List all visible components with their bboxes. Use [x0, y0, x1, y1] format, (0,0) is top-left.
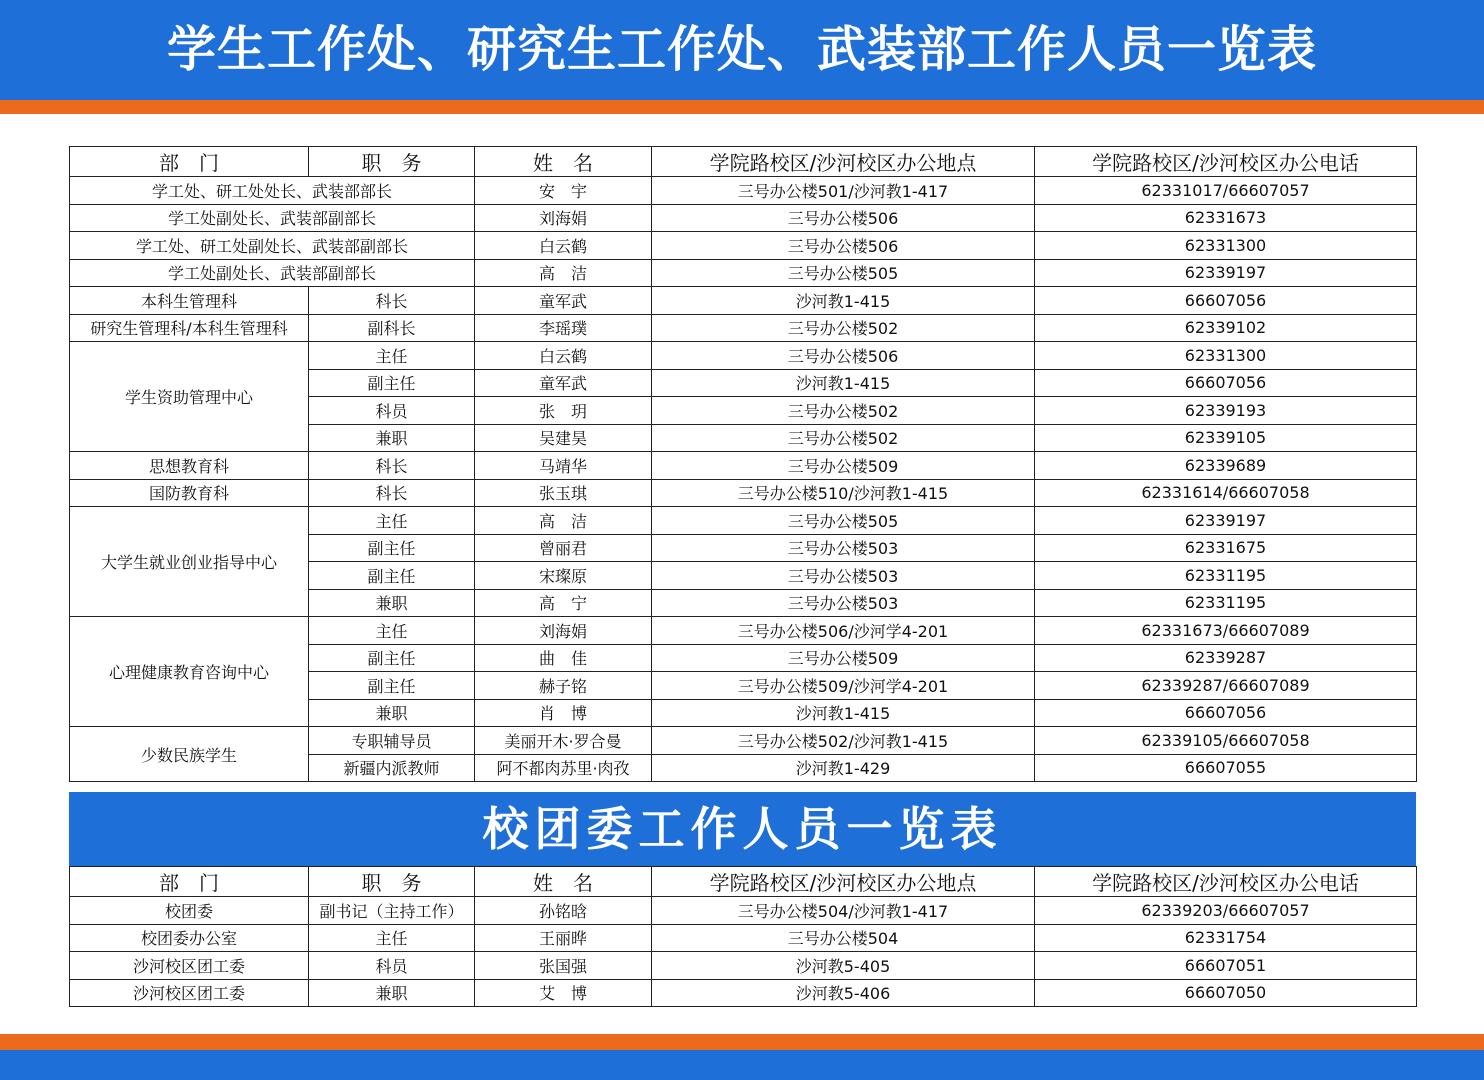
cell-position: 专职辅导员: [309, 727, 475, 755]
cell-name: 高 洁: [475, 507, 652, 535]
cell-dept: 大学生就业创业指导中心: [70, 507, 309, 617]
cell-office: 沙河教5-406: [652, 979, 1035, 1007]
cell-phone: 62331300: [1035, 342, 1417, 370]
cell-dept: 研究生管理科/本科生管理科: [70, 314, 309, 342]
table-row: [70, 204, 1417, 232]
table-row: [70, 617, 1417, 645]
cell-dept: 学工处、研工处副处长、武装部副部长: [70, 232, 475, 260]
cell-name: 高 洁: [475, 259, 652, 287]
cell-phone: 62339197: [1035, 259, 1417, 287]
cell-name: 刘海娟: [475, 617, 652, 645]
table-header-row: [70, 147, 1417, 177]
cell-office: 三号办公楼506: [652, 204, 1035, 232]
table-row: [70, 259, 1417, 287]
cell-name: 曾丽君: [475, 534, 652, 562]
cell-phone: 66607051: [1035, 952, 1417, 980]
header-office: 学院路校区/沙河校区办公地点: [652, 867, 1035, 897]
cell-dept: 心理健康教育咨询中心: [70, 617, 309, 727]
cell-name: 李瑶璞: [475, 314, 652, 342]
cell-dept: 校团委办公室: [70, 924, 309, 952]
table-row: [70, 314, 1417, 342]
header-name: 姓 名: [475, 867, 652, 897]
cell-position: 副科长: [309, 314, 475, 342]
cell-name: 肖 博: [475, 699, 652, 727]
cell-name: 刘海娟: [475, 204, 652, 232]
cell-office: 三号办公楼502: [652, 424, 1035, 452]
header-phone: 学院路校区/沙河校区办公电话: [1035, 147, 1417, 177]
cell-position: 主任: [309, 507, 475, 535]
cell-position: 副主任: [309, 672, 475, 700]
cell-position: 兼职: [309, 699, 475, 727]
table-row: [70, 897, 1417, 925]
cell-phone: 62331195: [1035, 589, 1417, 617]
table-row: [70, 287, 1417, 315]
cell-position: 主任: [309, 342, 475, 370]
table-row: [70, 507, 1417, 535]
cell-name: 阿不都肉苏里·肉孜: [475, 754, 652, 782]
cell-office: 三号办公楼502/沙河教1-415: [652, 727, 1035, 755]
header-phone: 学院路校区/沙河校区办公电话: [1035, 867, 1417, 897]
cell-office: 三号办公楼504/沙河教1-417: [652, 897, 1035, 925]
cell-name: 安 宇: [475, 177, 652, 205]
cell-dept: 学生资助管理中心: [70, 342, 309, 452]
staff-table-youth-league: [69, 866, 1417, 1007]
cell-position: 科员: [309, 397, 475, 425]
cell-name: 王丽晔: [475, 924, 652, 952]
cell-phone: 62331195: [1035, 562, 1417, 590]
header-office: 学院路校区/沙河校区办公地点: [652, 147, 1035, 177]
cell-position: 副主任: [309, 644, 475, 672]
header-name: 姓 名: [475, 147, 652, 177]
cell-position: 主任: [309, 617, 475, 645]
cell-name: 美丽开木·罗合曼: [475, 727, 652, 755]
table-row: [70, 479, 1417, 507]
cell-name: 张 玥: [475, 397, 652, 425]
header-dept: 部 门: [70, 147, 309, 177]
cell-dept: 学工处副处长、武装部副部长: [70, 204, 475, 232]
cell-office: 三号办公楼504: [652, 924, 1035, 952]
cell-phone: 62339105/66607058: [1035, 727, 1417, 755]
table-row: [70, 177, 1417, 205]
cell-name: 艾 博: [475, 979, 652, 1007]
cell-name: 张玉琪: [475, 479, 652, 507]
cell-dept: 少数民族学生: [70, 727, 309, 782]
cell-office: 沙河教5-405: [652, 952, 1035, 980]
cell-name: 高 宁: [475, 589, 652, 617]
cell-position: 副主任: [309, 562, 475, 590]
cell-office: 三号办公楼509: [652, 452, 1035, 480]
section-title-youth-league: 校团委工作人员一览表: [69, 792, 1416, 866]
table-row: [70, 924, 1417, 952]
cell-phone: 62339105: [1035, 424, 1417, 452]
cell-phone: 62331300: [1035, 232, 1417, 260]
cell-position: 新疆内派教师: [309, 754, 475, 782]
cell-dept: 沙河校区团工委: [70, 952, 309, 980]
cell-dept: 本科生管理科: [70, 287, 309, 315]
header-accent-stripe: [0, 100, 1484, 114]
cell-office: 三号办公楼503: [652, 589, 1035, 617]
cell-office: 沙河教1-415: [652, 287, 1035, 315]
table-row: [70, 232, 1417, 260]
cell-name: 童军武: [475, 369, 652, 397]
footer-band: [0, 1050, 1484, 1080]
table-row: [70, 952, 1417, 980]
cell-phone: 62339197: [1035, 507, 1417, 535]
cell-phone: 62331673/66607089: [1035, 617, 1417, 645]
cell-name: 曲 佳: [475, 644, 652, 672]
cell-phone: 66607056: [1035, 699, 1417, 727]
cell-position: 科员: [309, 952, 475, 980]
cell-name: 孙铭晗: [475, 897, 652, 925]
cell-office: 三号办公楼506: [652, 232, 1035, 260]
cell-dept: 思想教育科: [70, 452, 309, 480]
cell-office: 沙河教1-415: [652, 699, 1035, 727]
header-position: 职 务: [309, 867, 475, 897]
table-row: [70, 979, 1417, 1007]
cell-dept: 沙河校区团工委: [70, 979, 309, 1007]
header-position: 职 务: [309, 147, 475, 177]
cell-position: 兼职: [309, 424, 475, 452]
cell-position: 兼职: [309, 589, 475, 617]
cell-dept: 国防教育科: [70, 479, 309, 507]
cell-office: 沙河教1-415: [652, 369, 1035, 397]
cell-position: 主任: [309, 924, 475, 952]
cell-office: 三号办公楼510/沙河教1-415: [652, 479, 1035, 507]
cell-office: 三号办公楼503: [652, 562, 1035, 590]
cell-phone: 66607056: [1035, 369, 1417, 397]
cell-office: 三号办公楼502: [652, 314, 1035, 342]
cell-phone: 62339287: [1035, 644, 1417, 672]
cell-name: 白云鹤: [475, 232, 652, 260]
cell-position: 副主任: [309, 534, 475, 562]
cell-dept: 学工处副处长、武装部副部长: [70, 259, 475, 287]
table-row: [70, 452, 1417, 480]
cell-phone: 62331017/66607057: [1035, 177, 1417, 205]
cell-phone: 66607050: [1035, 979, 1417, 1007]
cell-phone: 62339102: [1035, 314, 1417, 342]
cell-name: 宋璨原: [475, 562, 652, 590]
cell-office: 三号办公楼502: [652, 397, 1035, 425]
cell-office: 三号办公楼501/沙河教1-417: [652, 177, 1035, 205]
cell-position: 科长: [309, 287, 475, 315]
cell-name: 赫子铭: [475, 672, 652, 700]
cell-office: 三号办公楼509: [652, 644, 1035, 672]
cell-name: 童军武: [475, 287, 652, 315]
header-dept: 部 门: [70, 867, 309, 897]
cell-phone: 62331673: [1035, 204, 1417, 232]
cell-name: 张国强: [475, 952, 652, 980]
cell-office: 三号办公楼505: [652, 259, 1035, 287]
cell-phone: 62339287/66607089: [1035, 672, 1417, 700]
cell-name: 马靖华: [475, 452, 652, 480]
cell-phone: 62339193: [1035, 397, 1417, 425]
cell-position: 副主任: [309, 369, 475, 397]
page-title: 学生工作处、研究生工作处、武装部工作人员一览表: [166, 21, 1317, 78]
cell-phone: 66607056: [1035, 287, 1417, 315]
table-header-row: [70, 867, 1417, 897]
cell-office: 三号办公楼506: [652, 342, 1035, 370]
cell-office: 三号办公楼506/沙河学4-201: [652, 617, 1035, 645]
cell-office: 三号办公楼505: [652, 507, 1035, 535]
staff-table-student-affairs: [69, 146, 1417, 782]
cell-position: 兼职: [309, 979, 475, 1007]
cell-position: 副书记（主持工作）: [309, 897, 475, 925]
cell-name: 白云鹤: [475, 342, 652, 370]
cell-name: 吴建昊: [475, 424, 652, 452]
cell-office: 沙河教1-429: [652, 754, 1035, 782]
cell-phone: 62331675: [1035, 534, 1417, 562]
footer-accent-stripe: [0, 1034, 1484, 1050]
cell-dept: 学工处、研工处处长、武装部部长: [70, 177, 475, 205]
cell-phone: 66607055: [1035, 754, 1417, 782]
cell-position: 科长: [309, 452, 475, 480]
cell-phone: 62339203/66607057: [1035, 897, 1417, 925]
cell-phone: 62331614/66607058: [1035, 479, 1417, 507]
cell-phone: 62339689: [1035, 452, 1417, 480]
cell-position: 科长: [309, 479, 475, 507]
table-row: [70, 727, 1417, 755]
cell-office: 三号办公楼509/沙河学4-201: [652, 672, 1035, 700]
table-row: [70, 342, 1417, 370]
cell-phone: 62331754: [1035, 924, 1417, 952]
cell-dept: 校团委: [70, 897, 309, 925]
cell-office: 三号办公楼503: [652, 534, 1035, 562]
